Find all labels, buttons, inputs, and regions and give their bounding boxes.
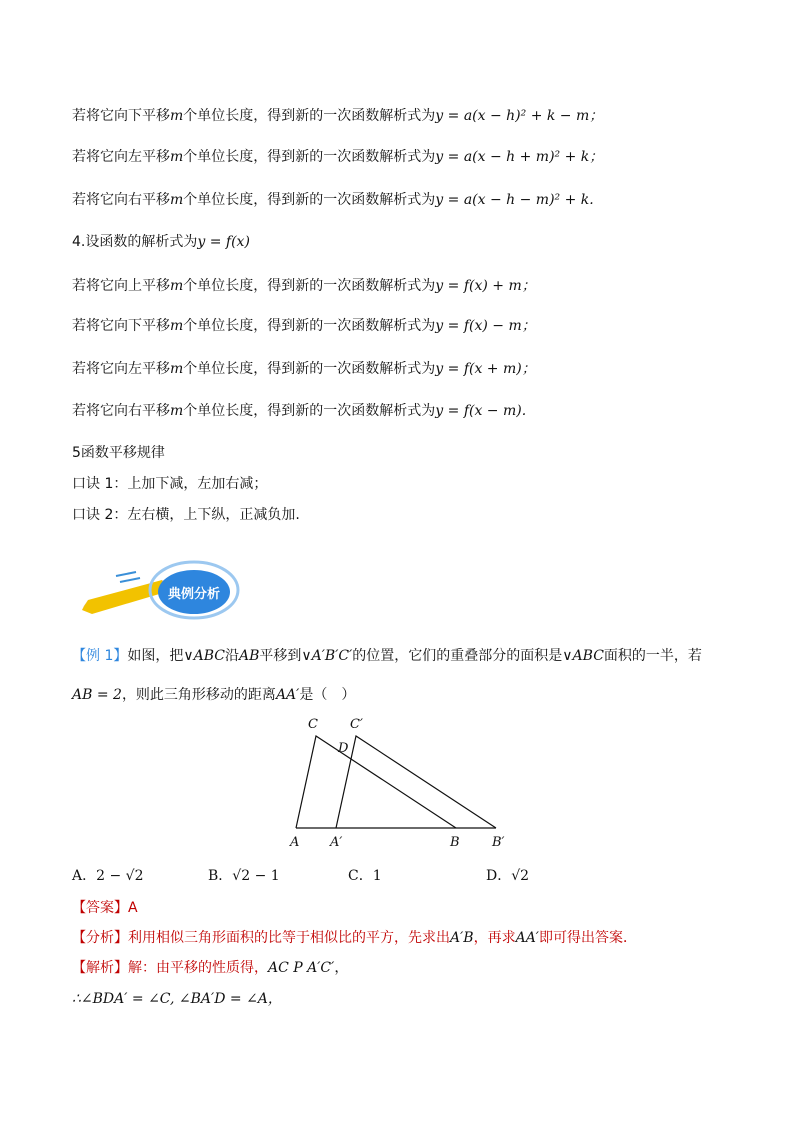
choice-d[interactable]: D．√2 bbox=[486, 868, 530, 884]
text: 利用相似三角形面积的比等于相似比的平方，先求出 bbox=[128, 930, 450, 946]
math: AA′ bbox=[515, 930, 539, 946]
math: AB = 2 bbox=[72, 687, 122, 703]
shift-down-rule-general bbox=[72, 316, 536, 336]
formula: y = f(x + m)； bbox=[435, 361, 536, 377]
label-d: D bbox=[338, 741, 349, 756]
text: 若将它向下平移 bbox=[72, 108, 170, 124]
text: 是（ ） bbox=[299, 687, 356, 703]
answer-line bbox=[72, 898, 138, 918]
formula: y = f(x) bbox=[197, 234, 250, 250]
text: 个单位长度，得到新的一次函数解析式为 bbox=[183, 318, 436, 334]
formula: y = f(x − m). bbox=[435, 403, 527, 419]
analysis-tag: 【分析】 bbox=[72, 930, 128, 946]
shift-down-rule-quadratic bbox=[72, 106, 603, 126]
math: AC P A′C′ bbox=[268, 960, 335, 976]
triangle-a2b2c2 bbox=[336, 736, 496, 828]
var-m: m bbox=[170, 108, 184, 124]
text: 若将它向上平移 bbox=[72, 278, 170, 294]
text: 4.设函数的解析式为 bbox=[72, 234, 198, 250]
solution-tag: 【解析】 bbox=[72, 960, 128, 976]
text: 个单位长度，得到新的一次函数解析式为 bbox=[183, 149, 436, 165]
formula: y = f(x) + m； bbox=[435, 278, 536, 294]
section-4-title bbox=[72, 232, 250, 252]
text: 若将它向下平移 bbox=[72, 318, 170, 334]
var-m: m bbox=[170, 278, 184, 294]
shift-right-rule-quadratic bbox=[72, 190, 594, 210]
solution-line-2: ∴∠BDA′ = ∠C, ∠BA′D = ∠A， bbox=[72, 991, 282, 1007]
mnemonic-1: 口诀 1：上加下减，左加右减； bbox=[72, 476, 268, 492]
text: 个单位长度，得到新的一次函数解析式为 bbox=[183, 108, 436, 124]
shift-left-rule-quadratic bbox=[72, 147, 603, 167]
text: 个单位长度，得到新的一次函数解析式为 bbox=[183, 278, 436, 294]
math: AB bbox=[238, 648, 260, 664]
math: A′B bbox=[450, 930, 474, 946]
answer-value: A bbox=[128, 900, 138, 916]
answer-tag: 【答案】 bbox=[72, 900, 128, 916]
label-a: A bbox=[290, 835, 300, 850]
badge-label: 典例分析 bbox=[167, 587, 221, 602]
text: ， bbox=[334, 960, 349, 976]
triangle-translation-figure bbox=[280, 712, 520, 852]
text: 平移到 bbox=[259, 648, 302, 664]
formula: y = a(x − h + m)² + k； bbox=[435, 149, 604, 165]
analysis-line bbox=[72, 928, 637, 948]
example-analysis-badge bbox=[80, 560, 240, 630]
text: ，则此三角形移动的距离 bbox=[121, 687, 276, 703]
var-m: m bbox=[170, 149, 184, 165]
shift-up-rule-general bbox=[72, 276, 536, 296]
text: 若将它向右平移 bbox=[72, 192, 170, 208]
math: ∨ABC bbox=[183, 648, 225, 664]
text: 若将它向左平移 bbox=[72, 149, 170, 165]
label-a-prime: A′ bbox=[330, 835, 343, 850]
var-m: m bbox=[170, 318, 184, 334]
mnemonic-2: 口诀 2：左右横，上下纵，正减负加. bbox=[72, 507, 300, 523]
label-b-prime: B′ bbox=[492, 835, 505, 850]
math: ∨A′B′C′ bbox=[301, 648, 353, 664]
text: 面积的一半，若 bbox=[603, 648, 702, 664]
math: AA′ bbox=[275, 687, 300, 703]
label-b: B bbox=[450, 835, 460, 850]
text: 解：由平移的性质得， bbox=[128, 960, 268, 976]
formula: y = a(x − h)² + k − m； bbox=[435, 108, 604, 124]
var-m: m bbox=[170, 192, 184, 208]
text: 个单位长度，得到新的一次函数解析式为 bbox=[183, 192, 436, 208]
formula: y = a(x − h − m)² + k. bbox=[435, 192, 594, 208]
choice-b[interactable]: B．√2 − 1 bbox=[208, 868, 280, 884]
choice-a[interactable]: A．2 − √2 bbox=[72, 868, 144, 884]
shift-right-rule-general bbox=[72, 401, 526, 421]
example-question-line-1 bbox=[72, 646, 702, 666]
choice-c[interactable]: C．1 bbox=[348, 868, 382, 884]
text: 若将它向右平移 bbox=[72, 403, 170, 419]
var-m: m bbox=[170, 361, 184, 377]
example-tag: 【例 1】 bbox=[72, 648, 128, 664]
text: 沿 bbox=[224, 648, 239, 664]
text: 如图，把 bbox=[127, 648, 184, 664]
text: 即可得出答案． bbox=[538, 930, 637, 946]
section-5-title: 5函数平移规律 bbox=[72, 445, 165, 461]
solution-line-1 bbox=[72, 958, 348, 978]
var-m: m bbox=[170, 403, 184, 419]
text: 若将它向左平移 bbox=[72, 361, 170, 377]
text: ，再求 bbox=[473, 930, 516, 946]
text: 个单位长度，得到新的一次函数解析式为 bbox=[183, 403, 436, 419]
label-c: C bbox=[308, 717, 318, 732]
label-c-prime: C′ bbox=[350, 717, 363, 732]
math: ∨ABC bbox=[562, 648, 604, 664]
formula: y = f(x) − m； bbox=[435, 318, 536, 334]
shift-left-rule-general bbox=[72, 359, 536, 379]
example-question-line-2 bbox=[72, 685, 355, 705]
text: 个单位长度，得到新的一次函数解析式为 bbox=[183, 361, 436, 377]
text: 的位置，它们的重叠部分的面积是 bbox=[352, 648, 563, 664]
